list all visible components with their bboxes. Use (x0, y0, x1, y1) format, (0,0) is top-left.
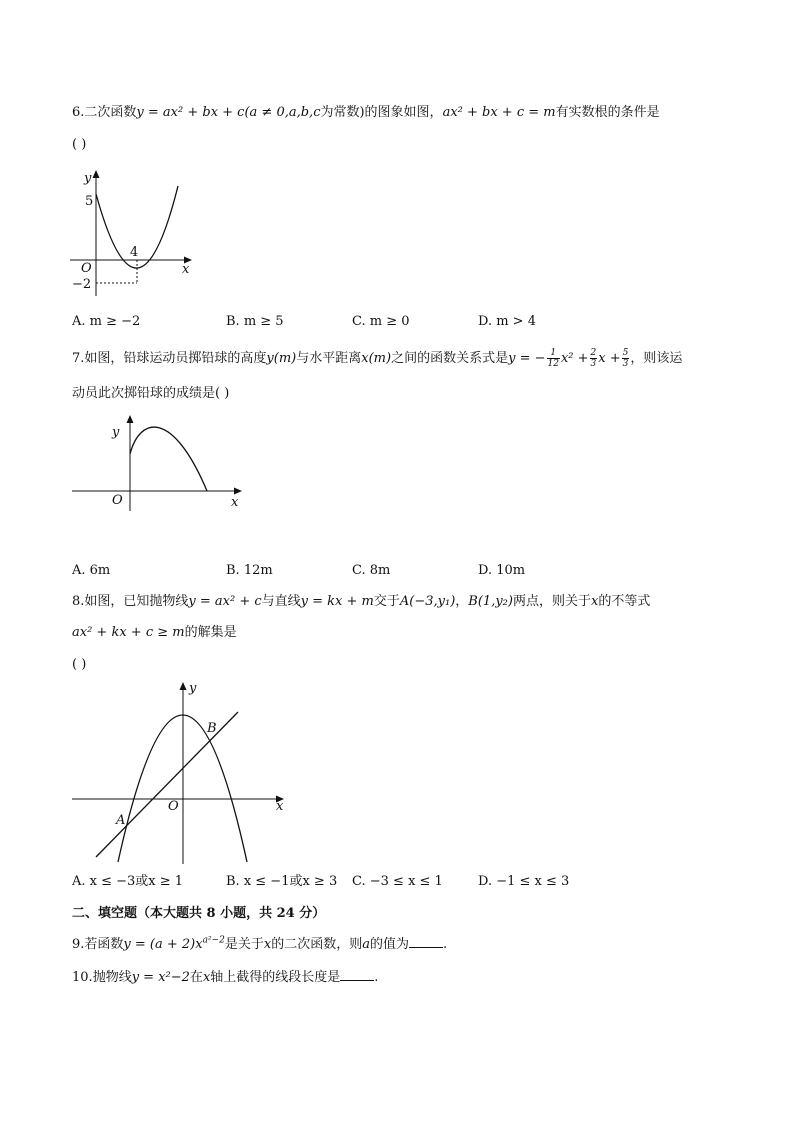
q10-answer-blank[interactable] (340, 968, 374, 981)
q9-answer-blank[interactable] (409, 935, 443, 948)
q8-x-label: x (276, 799, 284, 814)
q9-stem: 9.若函数$y = (a + 2)x^{a^2-2}$是关于x的二次函数，则a的值为 . (72, 935, 448, 952)
q7-function: y = − $\frac{1}{12}$ x² + $\frac{2}{3}$ x + $\frac{5}{3}$ (508, 348, 629, 369)
q7-stem-line2: 动员此次掷铅球的成绩是( ) (72, 386, 230, 401)
section-title-fill-in: 二、填空题（本大题共 8 小题，共 24 分） (72, 906, 326, 921)
q8-y-label: y (189, 681, 197, 696)
q6-four-label: 4 (130, 245, 139, 260)
q8-option-b[interactable]: B. x ≤ −1或x ≥ 3 (226, 874, 338, 889)
q6-number: 6. (72, 105, 85, 120)
q8-point-b-label: B (207, 721, 217, 736)
q6-function: y = ax² + bx + c (136, 105, 245, 120)
q8-graph (68, 676, 298, 866)
q7-option-d[interactable]: D. 10m (478, 563, 526, 578)
q6-answer-paren: ( ) (72, 137, 87, 152)
q8-option-c[interactable]: C. −3 ≤ x ≤ 1 (352, 874, 443, 889)
q8-option-d[interactable]: D. −1 ≤ x ≤ 3 (478, 874, 570, 889)
q6-y-label: y (84, 171, 92, 186)
q6-equation: ax² + bx + c = m (442, 105, 556, 120)
q9-exponent: a²−2 (202, 935, 225, 946)
q6-option-a[interactable]: A. m ≥ −2 (72, 314, 141, 329)
q8-origin-label: O (168, 799, 179, 814)
q7-option-b[interactable]: B. 12m (226, 563, 273, 578)
q7-stem: 7.如图，铅球运动员掷铅球的高度y(m)与水平距离x(m)之间的函数关系式是y = − $\frac{1}{12}$ x² + $\frac{2}{3}$ x + $\frac{5}{3}$ ，则该运 (72, 348, 683, 369)
q6-graph (70, 168, 200, 298)
q7-option-a[interactable]: A. 6m (72, 563, 111, 578)
q7-x-label: x (231, 495, 239, 510)
q8-stem: 8.如图，已知抛物线y = ax² + c与直线y = kx + m交于A(−3,y₁)，B(1,y₂)两点，则关于x的不等式 (72, 594, 651, 609)
q6-x-label: x (182, 262, 190, 277)
q8-option-a[interactable]: A. x ≤ −3或x ≥ 1 (72, 874, 184, 889)
q8-stem-line2: ax² + kx + c ≥ m的解集是 (72, 625, 237, 640)
q6-stem: 6.二次函数y = ax² + bx + c(a ≠ 0,a,b,c为常数)的图象如图，ax² + bx + c = m有实数根的条件是 (72, 105, 660, 120)
q6-five-label: 5 (85, 194, 94, 209)
q7-option-c[interactable]: C. 8m (352, 563, 391, 578)
q6-option-b[interactable]: B. m ≥ 5 (226, 314, 284, 329)
q8-answer-paren: ( ) (72, 657, 87, 672)
q7-y-label: y (112, 425, 120, 440)
q8-point-a-label: A (116, 813, 126, 828)
q7-origin-label: O (112, 493, 123, 508)
q10-stem: 10.抛物线y = x²−2在x轴上截得的线段长度是 . (72, 970, 379, 985)
q7-graph (68, 412, 253, 512)
q6-neg2-label: −2 (72, 277, 92, 292)
q6-option-d[interactable]: D. m > 4 (478, 314, 536, 329)
q6-origin-label: O (81, 261, 92, 276)
q6-option-c[interactable]: C. m ≥ 0 (352, 314, 410, 329)
